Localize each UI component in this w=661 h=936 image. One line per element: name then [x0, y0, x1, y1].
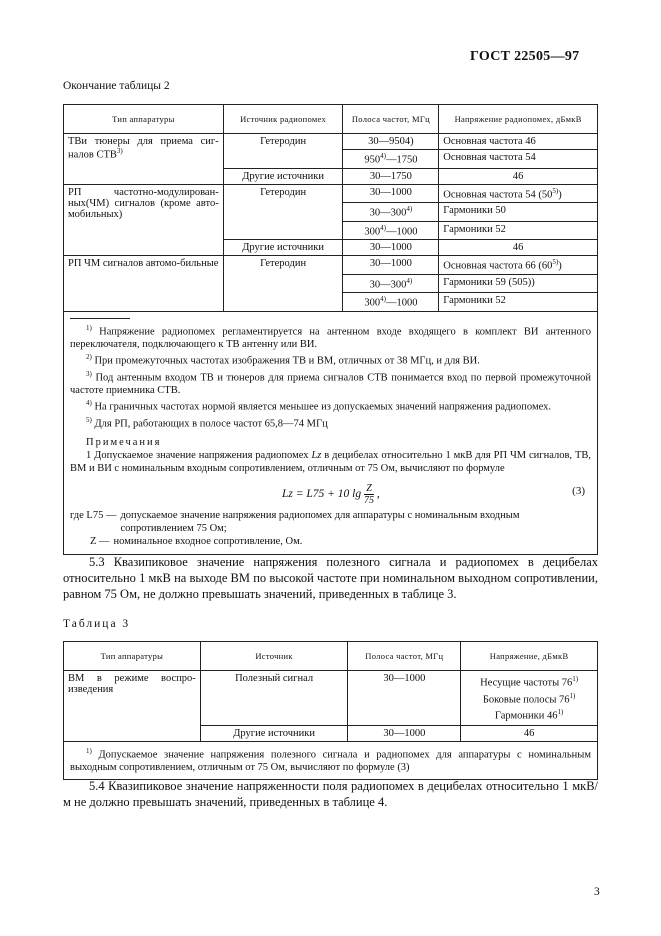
cell-band: 30—1000: [343, 256, 439, 275]
footnote: $^{1)}$ Напряжение радиопомех регламентируется на антенном входе входящего в комплект ВИ антенного переключателя, подключающего к ТВ антенну или ВИ.: [70, 323, 592, 350]
cell-voltage: Основная частота 54 (50$^{5)}$): [439, 184, 598, 203]
cell-source: Другие источники: [200, 725, 348, 741]
cell-source: Другие источники: [223, 240, 343, 256]
cell-source: Гетеродин: [223, 184, 343, 240]
table-3-footnote: $^{1)}$ Допускаемое значение напряжения полезного сигнала и радиопомех для аппаратуры с номинальным выходным сопротивлением, отличным от 75 Ом, вычисляют по формуле (3): [64, 741, 598, 780]
col-header-voltage: Напряжение радиопомех, дБмкВ: [439, 105, 598, 134]
paragraph-5-3: 5.3 Квазипиковое значение напряжения полезного сигнала и радиопомех в децибелах относительно 1 мкВ на выходе ВМ по высокой частоте при номинальном выходном сопротивлении, равном 75 Ом, не должно превышать значений, приведенных в таблице 3.: [63, 555, 598, 601]
table-2-header: [64, 105, 598, 134]
cell-type: РП ЧМ сигналов автомо-бильные: [64, 256, 224, 312]
table-row: [64, 256, 598, 275]
col-header-voltage: Напряжение, дБмкВ: [461, 642, 598, 671]
col-header-type: Тип аппаратуры: [64, 105, 224, 134]
cell-source: Гетеродин: [223, 134, 343, 169]
notes-title: Примечания: [86, 437, 162, 448]
cell-band: 30—9504): [343, 134, 439, 150]
cell-voltage: Гармоники 50: [439, 203, 598, 222]
cell-voltage: 46: [439, 168, 598, 184]
cell-voltage: Гармоники 52: [439, 221, 598, 240]
table-2: [63, 104, 598, 555]
cell-voltage: Гармоники 52: [439, 293, 598, 312]
cell-band: 300$^{4)}$—1000: [343, 221, 439, 240]
table-row: [64, 671, 598, 726]
table-2-footnotes-row: [64, 311, 598, 555]
cell-band: 30—300$^{4)}$: [343, 274, 439, 293]
col-header-source: Источник радиопомех: [223, 105, 343, 134]
cell-type: РП частотно-модулирован-ных(ЧМ) сигналов (кроме авто-мобильных): [64, 184, 224, 256]
table-row: [64, 134, 598, 150]
col-header-type: Тип аппаратуры: [64, 642, 201, 671]
table-row: [64, 184, 598, 203]
note-1: 1 Допускаемое значение напряжения радиопомех Lz в децибелах относительно 1 мкВ для РП ЧМ сигналов, ТВ, ВМ и ВИ с номинальным входным сопротивлением, отличным от 75 Ом, вычисляют по формуле: [70, 450, 592, 474]
cell-band: 30—1000: [343, 240, 439, 256]
table-3-header: [64, 642, 598, 671]
footnote: $^{4)}$ На граничных частотах нормой является меньшее из допускаемых значений напряжения радиопомех.: [86, 399, 552, 413]
cell-voltage: 46: [461, 725, 598, 741]
cell-band: 300$^{4)}$—1000: [343, 293, 439, 312]
cell-voltage: Основная частота 46: [439, 134, 598, 150]
cell-voltage: Несущие частоты 76$^{1)}$ Боковые полосы 76$^{1)}$ Гармоники 46$^{1)}$: [461, 671, 598, 726]
standard-number: ГОСТ 22505—97: [470, 49, 580, 64]
cell-type: ВМ в режиме воспро-изведения: [64, 671, 201, 742]
col-header-band: Полоса частот, МГц: [343, 105, 439, 134]
cell-band: 30—1000: [343, 184, 439, 203]
footnote: $^{3)}$ Под антенным входом ТВ и тюнеров для приема сигналов СТВ понимается вход по первой промежуточной частоте приемника СТВ.: [70, 369, 592, 396]
table-2-footnotes: [64, 311, 598, 555]
cell-voltage: Основная частота 54: [439, 150, 598, 169]
table-3-footnote-row: [64, 741, 598, 780]
cell-band: 30—1000: [348, 671, 461, 726]
col-header-band: Полоса частот, МГц: [348, 642, 461, 671]
table-3-title: Таблица 3: [63, 618, 131, 630]
table-continuation-caption: Окончание таблицы 2: [63, 80, 170, 92]
formula-3: [70, 475, 591, 509]
cell-band: 30—1750: [343, 168, 439, 184]
where-line: Z — номинальное входное сопротивление, Ом.: [90, 536, 303, 547]
cell-band: 30—300$^{4)}$: [343, 203, 439, 222]
cell-band: 950$^{4)}$—1750: [343, 150, 439, 169]
cell-voltage: Гармоники 59 (505)): [439, 274, 598, 293]
cell-source: Другие источники: [223, 168, 343, 184]
formula-expression: Lz = L75 + 10 lg $\frac{Z}{75}$ ,: [282, 483, 380, 506]
paragraph-5-4: 5.4 Квазипиковое значение напряженности поля радиопомех в децибелах относительно 1 мкВ/м не должно превышать значений, приведенных в таблице 4.: [63, 779, 598, 809]
cell-type: ТВи тюнеры для приема сиг-налов СТВ$^{3)}$: [64, 134, 224, 185]
cell-voltage: Основная частота 66 (60$^{5)}$): [439, 256, 598, 275]
where-line: где L75 — допускаемое значение напряжения радиопомех для аппаратуры с номинальным входным сопротивлением 75 Ом;: [70, 510, 520, 534]
footnote: $^{5)}$ Для РП, работающих в полосе частот 65,8—74 МГц: [86, 415, 328, 429]
cell-source: Гетеродин: [223, 256, 343, 312]
table-3: [63, 641, 598, 780]
cell-voltage: 46: [439, 240, 598, 256]
footnote: $^{2)}$ При промежуточных частотах изображения ТВ и ВМ, отличных от 38 МГц, и для ВИ.: [86, 353, 480, 367]
cell-band: 30—1000: [348, 725, 461, 741]
page-number: 3: [594, 886, 600, 898]
formula-number: (3): [572, 485, 585, 497]
cell-source: Полезный сигнал: [200, 671, 348, 726]
col-header-source: Источник: [200, 642, 348, 671]
